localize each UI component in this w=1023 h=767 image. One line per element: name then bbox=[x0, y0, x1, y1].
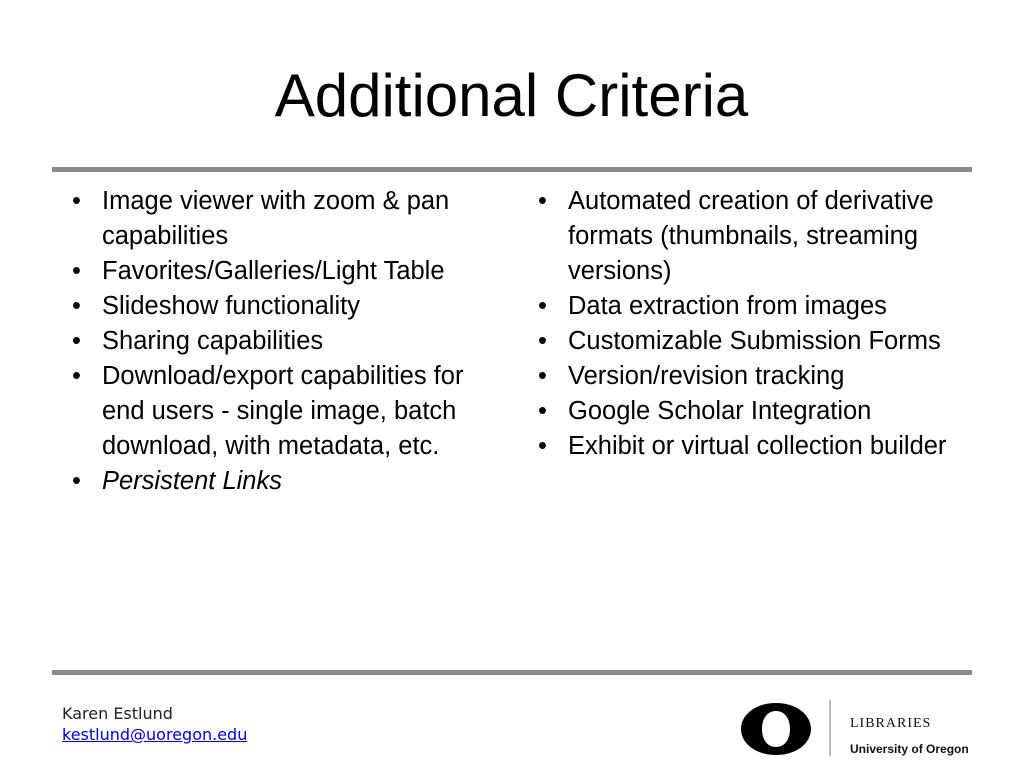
list-item-text: Slideshow functionality bbox=[102, 292, 360, 320]
logo-divider bbox=[829, 700, 831, 756]
bullet-icon: • bbox=[72, 187, 81, 215]
list-item-text: Persistent Links bbox=[102, 467, 282, 495]
list-item-text: Sharing capabilities bbox=[102, 327, 324, 355]
list-item-text: Version/revision tracking bbox=[568, 362, 845, 390]
list-item-text: Customizable Submission Forms bbox=[568, 327, 941, 355]
slide-title: Additional Criteria bbox=[274, 62, 749, 129]
right-bullet-list bbox=[538, 184, 968, 464]
list-item bbox=[538, 429, 968, 464]
bullet-icon: • bbox=[72, 292, 81, 320]
university-o-logo-icon bbox=[741, 703, 811, 755]
author-email-link[interactable]: kestlund@uoregon.edu bbox=[62, 725, 248, 744]
list-item bbox=[72, 359, 512, 464]
bullet-icon: • bbox=[72, 257, 81, 285]
list-item bbox=[72, 464, 512, 499]
author-name: Karen Estlund bbox=[62, 704, 173, 723]
left-bullet-list bbox=[72, 184, 512, 499]
logo-university-label: University of Oregon bbox=[850, 742, 969, 756]
list-item-text: Download/export capabilities for end users - single image, batch download, with metadata, etc. bbox=[102, 362, 464, 460]
list-item-text: Data extraction from images bbox=[568, 292, 887, 320]
list-item-text: Automated creation of derivative formats (thumbnails, streaming versions) bbox=[568, 187, 934, 285]
bullet-icon: • bbox=[538, 362, 547, 390]
list-item bbox=[538, 324, 968, 359]
bullet-icon: • bbox=[72, 467, 81, 495]
list-item-text: Favorites/Galleries/Light Table bbox=[102, 257, 445, 285]
bullet-icon: • bbox=[538, 432, 547, 460]
bullet-icon: • bbox=[538, 292, 547, 320]
list-item bbox=[538, 184, 968, 289]
bullet-icon: • bbox=[538, 187, 547, 215]
list-item-text: Google Scholar Integration bbox=[568, 397, 872, 425]
list-item bbox=[538, 359, 968, 394]
bullet-icon: • bbox=[72, 362, 81, 390]
list-item bbox=[72, 324, 512, 359]
list-item bbox=[72, 289, 512, 324]
list-item bbox=[538, 394, 968, 429]
list-item-text: Exhibit or virtual collection builder bbox=[568, 432, 947, 460]
bullet-icon: • bbox=[538, 327, 547, 355]
list-item bbox=[538, 289, 968, 324]
bullet-icon: • bbox=[538, 397, 547, 425]
logo-libraries-label: LIBRARIES bbox=[850, 716, 932, 731]
bullet-icon: • bbox=[72, 327, 81, 355]
bottom-divider bbox=[52, 670, 972, 675]
list-item bbox=[72, 184, 512, 254]
top-divider bbox=[52, 167, 972, 172]
list-item bbox=[72, 254, 512, 289]
list-item-text: Image viewer with zoom & pan capabilities bbox=[102, 187, 450, 250]
